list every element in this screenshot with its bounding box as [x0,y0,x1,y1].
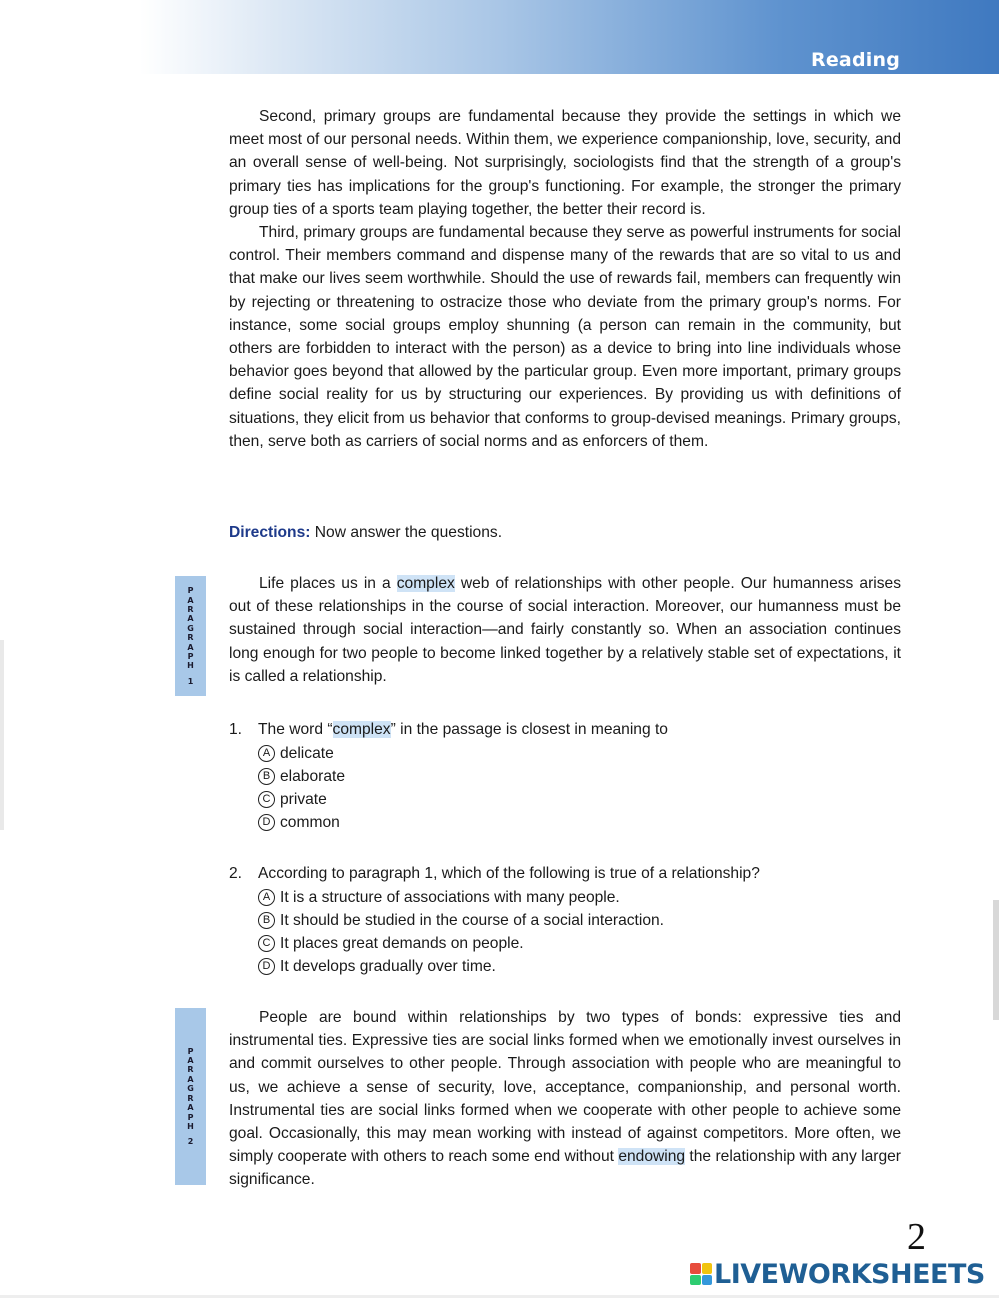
tab-letter: P [187,652,194,662]
brand-name: LIVEWORKSHEETS [714,1258,985,1290]
logo-square-icon [690,1263,701,1274]
paragraph-1 [229,572,901,688]
tab-letter: A [187,595,194,605]
paragraph-2-text [229,1006,901,1192]
tab-letter: A [187,1074,194,1084]
paragraph-2-before: People are bound within relationships by two types of bonds: expressive ties and instrumental ties. Expressive ties are social links formed when we emotionally invest ourselves in and commit ourselves to other people. Through association with people who are meaningful to us, we achieve a sense of security, love, acceptance, companionship, and personal worth. Instrumental ties are social links formed when we cooperate with other people to achieve some goal. Occasionally, this may mean working with instead of against competitors. More often, we simply cooperate with others to reach some end without [229,1009,901,1166]
tab-letter: A [187,1056,194,1066]
option-circle-icon[interactable]: A [258,745,275,762]
directions-text: Now answer the questions. [314,524,503,541]
option-circle-icon[interactable]: C [258,791,275,808]
question-number: 2. [229,865,243,882]
option-text: It places great demands on people. [280,935,524,952]
tab-letter: R [187,1093,194,1103]
option-text: private [280,791,327,808]
option-circle-icon[interactable]: D [258,958,275,975]
question-number: 1. [229,721,243,738]
paragraph-2-after: the relationship with any larger significance. [229,1148,901,1189]
paragraph-1-after: web of relationships with other people. Our humanness arises out of these relationships in the course of social interaction. Moreover, our humanness must be sustained through social interaction—and fairly constantly so. When an association continues long enough for two people to become linked together by a relatively stable set of expectations, it is called a relationship. [229,575,901,685]
option-text: It is a structure of associations with many people. [280,889,620,906]
option-text: It develops gradually over time. [280,958,496,975]
highlighted-word-endowing[interactable]: endowing [618,1148,686,1166]
stem-text: According to paragraph 1, which of the following is true of a relationship? [258,865,760,882]
stem-highlight: complex [332,721,391,738]
tab-letter: R [187,633,194,643]
paragraph-2 [229,1006,901,1192]
tab-letter: A [187,642,194,652]
tab-number: 2 [187,1137,194,1147]
answer-option[interactable] [229,909,909,932]
option-circle-icon[interactable]: D [258,814,275,831]
paragraph-1-tab [175,576,206,696]
answer-option[interactable] [229,742,909,765]
tab-number: 1 [187,676,194,686]
tab-letter: H [187,661,194,671]
stem-after: ” in the passage is closest in meaning to [390,721,668,738]
answer-option[interactable] [229,765,909,788]
intro-paragraph-1: Second, primary groups are fundamental because they provide the settings in which we meet most of our personal needs. Within them, we experience companionship, love, security, and an overall sense of well-being. Not surprisingly, sociologists find that the strength of a group's primary ties has implications for the group's functioning. For example, the stronger the primary group ties of a sports team playing together, the better their record is. [229,108,901,218]
liveworksheets-icon [690,1263,712,1285]
option-text: elaborate [280,768,346,785]
question-2-stem [229,862,909,886]
stem-before: The word “ [258,721,333,738]
tab-letter: A [187,614,194,624]
paragraph-1-before: Life places us in a [259,575,397,592]
question-1-stem [229,718,909,742]
answer-option[interactable] [229,811,909,834]
option-text: delicate [280,745,334,762]
logo-square-icon [702,1263,713,1274]
option-circle-icon[interactable]: B [258,912,275,929]
option-circle-icon[interactable]: A [258,889,275,906]
tab-letter: P [187,586,194,596]
answer-option[interactable] [229,788,909,811]
directions-label: Directions: [229,524,311,541]
question-1 [229,718,909,834]
option-circle-icon[interactable]: B [258,768,275,785]
intro-text [229,105,901,453]
tab-letter: A [187,1103,194,1113]
answer-option[interactable] [229,886,909,909]
directions [229,524,502,542]
paragraph-2-tab [175,1008,206,1185]
liveworksheets-logo[interactable] [690,1258,985,1290]
scan-edge-shadow [993,900,999,1020]
question-2 [229,862,909,978]
tab-letter: H [187,1121,194,1131]
logo-square-icon [690,1275,701,1286]
tab-letter: R [187,1065,194,1075]
section-title: Reading [811,49,900,71]
paragraph-1-text [229,572,901,688]
page-number: 2 [907,1216,926,1258]
answer-option[interactable] [229,955,909,978]
tab-letter: G [187,1084,194,1094]
intro-paragraph-2: Third, primary groups are fundamental because they serve as powerful instruments for social control. Their members command and dispense many of the rewards that are so vital to us and that make our lives seem worthwhile. Should the use of rewards fail, members can frequently win by rejecting or threatening to ostracize those who deviate from the primary group's norms. For instance, some social groups employ shunning (a person can remain in the community, but others are forbidden to interact with the person) as a device to bring into line individuals whose behavior goes beyond that allowed by the particular group. Even more important, primary groups define social reality for us by structuring our experiences. By providing us with definitions of situations, they elicit from us behavior that conforms to group-devised meanings. Primary groups, then, serve both as carriers of social norms and as enforcers of them. [229,224,901,450]
option-text: It should be studied in the course of a social interaction. [280,912,665,929]
tab-letter: G [187,623,194,633]
option-text: common [280,814,340,831]
tab-letter: P [187,1112,194,1122]
answer-option[interactable] [229,932,909,955]
scan-edge-shadow [0,640,4,830]
tab-letter: R [187,604,194,614]
highlighted-word-complex[interactable]: complex [396,575,455,592]
tab-letter: P [187,1046,194,1056]
logo-square-icon [702,1275,713,1286]
option-circle-icon[interactable]: C [258,935,275,952]
